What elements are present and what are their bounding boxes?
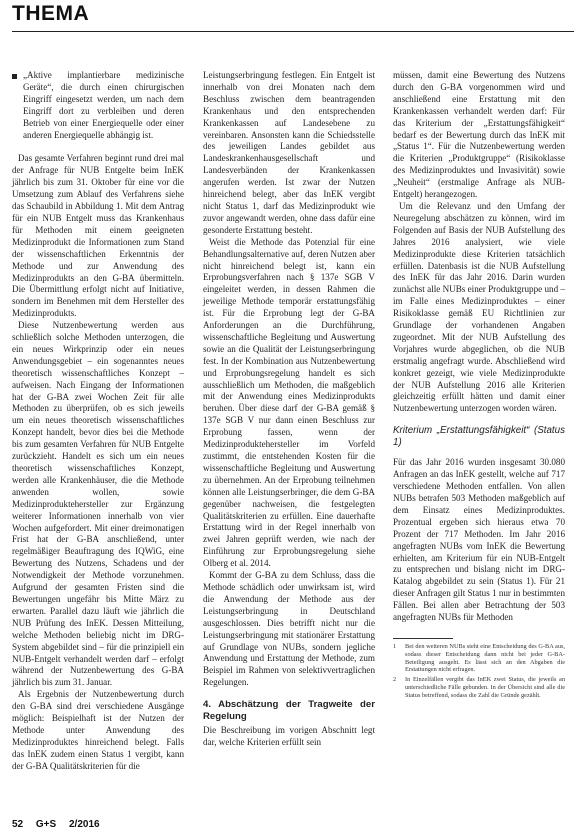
paragraph: Das gesamte Verfahren beginnt rund drei mal der Anfrage für NUB Entgelte beim InEK jährlich bis zum 31. Oktober für eine vor die Umsetzung zum Ablauf des Verfahrens siehe das Schaubild in Abbildung 1. Mit dem Antrag für ein NUB Entgelt muss das Krankenhaus für Methoden mit einem geeigneten Medizinprodukt die Informationen zum Stand der wissenschaftlichen Erkenntnis der Methode und zur Anwendung des Medizinprodukts an den G-BA übermitteln. Die Übermittlung erfolgt nicht auf Initiative, sondern im Benehmen mit dem Hersteller des Medizinprodukts. (12, 153, 184, 319)
bullet-item: „Aktive implantierbare medizinische Geräte“, die durch einen chirurgischen Eingriff eingesetzt werden, um nach dem Eingriff dort zu verbleiben und deren Betrieb von einer Energiequelle oder einer anderen Energiequelle abhängig ist. (12, 70, 184, 141)
paragraph: Kommt der G-BA zu dem Schluss, dass die Methode schädlich oder unwirksam ist, wird die Anwendung der Methode aus der Leistungserbringung in Deutschland ausgeschlossen. Dies betrifft nicht nur die Leistungserbringung mit stationärer Erstattung auf Grundlage von NUBs, sondern jegliche Anwendung und Erstattung der Methode, zum Beispiel im Rahmen von selektivvertraglichen Regelungen. (203, 570, 375, 688)
column-right (393, 70, 565, 702)
journal-logo: G+S (35, 819, 57, 830)
paragraph: Diese Nutzenbewertung werden aus schließlich solche Methoden unterzogen, die ein neues Wirkprinzip oder ein neues Anwendungsgebiet – ein sogenanntes neues theoretisch wissenschaftliches Konzept – aufweisen. Nach Eingang der Informationen hat der G-BA zwei Wochen Zeit für alle Methoden zu überprüfen, ob es sich jeweils um ein neues theoretisch wissenschaftliches Konzept handelt, bevor dies bei die Methode bis zum gesamten Verfahren für NUB Entgelte zurückzieht. Handelt es sich um ein neues theoretisch wissenschaftliches Konzept, werden alle Krankenhäuser, die die Methode anwenden wollen, sowie Medizinproduktehersteller zur Ergänzung weiterer Informationen innerhalb von vier Wochen aufgefordert. Mit einer dreimonatigen Frist hat der G-BA anschließend, unter regelmäßiger Beauftragung des IQWiG, eine Bewertung des Nutzens, Schadens und der Notwendigkeit der Methode vorzunehmen. Aufgrund der gesamten Fristen sind die Bewertungen ungefähr bis Mitte März zu erwarten. Parallel dazu läuft wie jährlich die NUB Prüfung des InEK. Dessen Mitteilung, welche Methoden beliebig nicht im DRG-System abgebildet sind – für die prinzipiell ein NUB-Entgelt verhandelt werden darf – erfolgt während der Nutzenbewertung des G-BA jährlich bis zum 31. Januar. (12, 320, 184, 688)
page-number: 52 (12, 819, 24, 830)
footnote-mark: 2 (393, 676, 397, 684)
section-heading: 4. Abschätzung der Tragweite der Regelung (203, 699, 375, 723)
footnote-rule (393, 638, 453, 639)
footnote-mark: 1 (393, 642, 397, 650)
header-rule (12, 31, 574, 32)
paragraph: Für das Jahr 2016 wurden insgesamt 30.080 Anfragen an das InEK gestellt, welche auf 717 verschiedene Methoden entfallen. Von allen NUBs betrafen 503 Methoden maßgeblich auf dem Einsatz eines Medizinproduktes. Prozentual ergeben sich hieraus etwa 70 Prozent der 717 Methoden. Im Jahr 2016 angefragten NUBs vom InEK die Bewertung erhielten, am Kriterium für ein NUB-Entgelt zu entsprechen und bislang nicht im DRG-Katalog abgebildet zu sein (Status 1). Für 21 dieser Anfragen gilt Status 1 nur in bestimmten Fällen. Bei allen aber Betrachtung der 503 angefragten NUBs für Methoden (393, 457, 565, 623)
footnote (393, 676, 565, 699)
paragraph: Um die Relevanz und den Umfang der Neuregelung abschätzen zu können, wird im Folgenden auf Basis der NUB Aufstellung des Jahres 2016 analysiert, wie viele Medizinprodukte diese Kriterien tatsächlich erfüllen. Datenbasis ist die NUB Aufstellung des InEK für das Jahr 2016. Darin wurden zunächst alle NUBs einer Produktgruppe und – im Falle eines Medizinproduktes – einer Risikoklasse gemäß EU Richtlinien zur Grundlage der vorhandenen Angaben zugeordnet. Mit der NUB Aufstellung des Vorjahres wurde abgeglichen, ob die NUB erstmalig angefragt wurde. Abschließend wird konkret gezeigt, wie viele Medizinprodukte der NUB Aufstellung 2016 alle Kriterien gleichzeitig erfüllt hätten und damit einer Nutzenbewertung unterzogen worden wären. (393, 200, 565, 414)
footnote-text: In Einzelfällen vergibt das InEK zwei Status, die jeweils an unterschiedliche Fälle gebunden. In der Übersicht sind alle die Status betreffend, sodass die Zahl die Gründe gezählt. (405, 676, 565, 699)
paragraph: Als Ergebnis der Nutzenbewertung durch den G-BA sind drei verschiedene Ausgänge möglich: Beispielhaft ist der Nutzen der Methode unter Anwendung des Medizinproduktes hinreichend belegt. Falls das InEK zudem einen Status 1 vergibt, kann der G-BA Qualitätskriterien für die (12, 689, 184, 771)
page-footer (12, 819, 110, 830)
footnote-text: Bei den weiteren NUBs steht eine Entscheidung des G-BA aus, sodass dieser Entscheidung dann nicht bei jeder G-BA-Beteiligung ausgeht. Es lässt sich an den Abgaben die Erstattungen nicht erfragen. (405, 642, 565, 674)
criterion-heading: Kriterium „Erstattungsfähigkeit“ (Status 1) (393, 425, 565, 449)
footnote (393, 643, 565, 674)
paragraph: Weist die Methode das Potenzial für eine Behandlungsalternative auf, deren Nutzen aber nicht hinreichend belegt ist, kann ein Erprobungsverfahren nach § 137e SGB V eingeleitet werden, in dessen Rahmen die jeweilige Methode temporär erstattungsfähig ist. Für die Erprobung legt der G-BA Anforderungen an die Durchführung, wissenschaftliche Begleitung und Auswertung sowie an die Qualität der Leistungserbringung fest. In der Kombination aus Nutzenbewertung und Erprobungsregelung handelt es sich ausschließlich um Methoden, die maßgeblich mit der Anwendung eines Medizinprodukts beruhen. Über diese darf der G-BA gemäß § 137e SGB V nur dann einen Beschluss zur Erprobung fassen, wenn der Medizinproduktehersteller im Vorfeld zustimmt, die entstehenden Kosten für die wissenschaftliche Begleitung und Auswertung zu übernehmen. An der Erprobung teilnehmen können alle Leistungserbringer, die dem G-BA gegenüber nachweisen, die festgelegten Qualitätskriterien zu erfüllen. Eine dauerhafte Erstattung wird in der Regel innerhalb von zwei Jahren geprüft werden, wie nach der Einführung zur Erprobungsregelung siehe Olberg et al. 2014. (203, 236, 375, 569)
paragraph: Die Beschreibung im vorigen Abschnitt legt dar, welche Kriterien erfüllt sein (203, 725, 375, 748)
section-title: THEMA (12, 2, 90, 25)
paragraph: müssen, damit eine Bewertung des Nutzens durch den G-BA vorgenommen wird und anschließend eine Erstattung mit den Krankenkassen verhandelt werden darf: Für das Kriterium der „Erstattungsfähigkeit“ bedarf es der Bewertung durch das InEK mit „Status 1“. Für die Nutzenbewertung werden die Kriterien „Produktgruppe“ (Risikoklasse des Medizinproduktes und Invasivität) sowie „Neuheit“ (erstmalige Anfrage als NUB-Entgelt) herangezogen. (393, 70, 565, 200)
column-middle (203, 70, 375, 749)
paragraph: Leistungserbringung festlegen. Ein Entgelt ist innerhalb von drei Monaten nach dem Beschluss zwischen dem beantragenden Krankenhaus und den entsprechenden Krankenkassen auf Landesebene zu vereinbaren. Ansonsten kann die Schiedsstelle des jeweiligen Landes gebildet aus Landeskrankenhausgesellschaft und Landesverbänden der Krankenkassen angerufen werden. Ist zwar der Nutzen hinreichend belegt, aber das InEK vergibt nicht Status 1, darf das Medizinprodukt wie zuvor angewandt werden, ohne dass dafür eine gesonderte Erstattung besteht. (203, 70, 375, 235)
column-left (12, 70, 184, 773)
issue-number: 2/2016 (68, 819, 100, 830)
